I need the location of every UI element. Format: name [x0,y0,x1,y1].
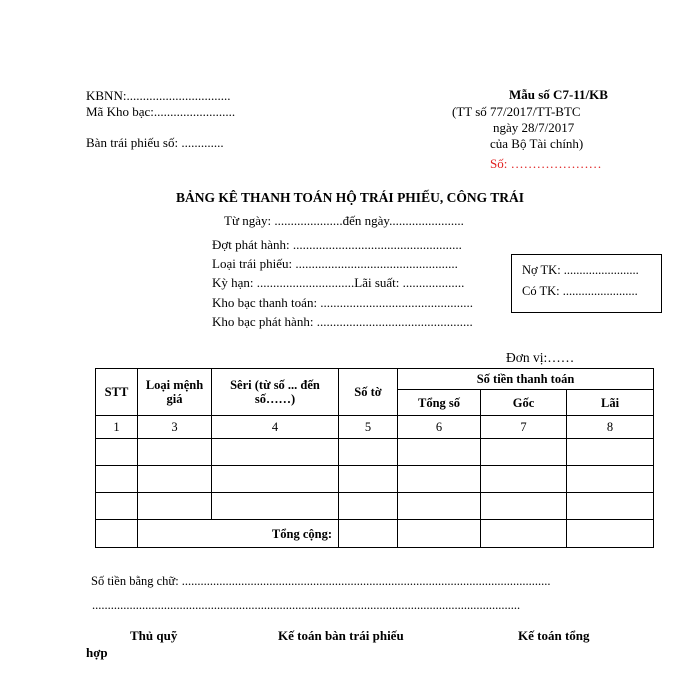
table-cell [96,493,138,520]
header-lai: Lãi [567,390,654,416]
table-cell [339,466,398,493]
total-label: Tổng cộng: [138,520,339,548]
column-number-row [96,416,654,439]
payment-table [95,368,654,548]
table-cell [398,466,481,493]
column-number: 5 [339,416,398,439]
loai-trai-phieu-field: Loại trái phiếu: .................................................. [212,256,458,271]
table-cell [138,466,212,493]
table-cell [96,520,138,548]
table-cell [212,439,339,466]
table-cell [567,493,654,520]
circular-reference: (TT số 77/2017/TT-BTC [452,104,581,119]
table-cell [138,493,212,520]
table-row [96,466,654,493]
credit-account: Có TK: ........................ [522,284,638,298]
column-number: 3 [138,416,212,439]
column-number: 8 [567,416,654,439]
table-cell [398,493,481,520]
ky-han-lai-suat-field: Kỳ hạn: ..............................Lãi suất: ................... [212,275,465,290]
ma-kho-bac-field: Mã Kho bạc:......................... [86,104,236,119]
document-number: Số: ………………… [490,156,602,171]
circular-date: ngày 28/7/2017 [493,120,575,135]
kbnn-field: KBNN:................................ [86,88,231,103]
column-number: 6 [398,416,481,439]
amount-in-words: Số tiền bằng chữ: ...................................................................................................................... [91,574,551,588]
header-goc: Gốc [481,390,567,416]
column-number: 1 [96,416,138,439]
form-code: Mẫu số C7-11/KB [509,87,608,102]
dot-phat-hanh-field: Đợt phát hành: .................................................... [212,237,462,252]
page-title: BẢNG KÊ THANH TOÁN HỘ TRÁI PHIẾU, CÔNG TRÁI [176,190,524,205]
table-cell [481,520,567,548]
table-cell [339,520,398,548]
signature-bond-accountant: Kế toán bàn trái phiếu [278,628,404,643]
table-cell [212,466,339,493]
amount-in-words-line2: ......................................................................................................................................... [92,598,521,612]
column-number: 7 [481,416,567,439]
table-cell [481,493,567,520]
table-cell [398,439,481,466]
kho-bac-thanh-toan-field: Kho bạc thanh toán: ............................................... [212,295,474,310]
issuing-ministry: của Bộ Tài chính) [490,136,584,151]
table-row [96,493,654,520]
kho-bac-phat-hanh-field: Kho bạc phát hành: ................................................ [212,314,473,329]
table-cell [481,439,567,466]
header-so-tien-thanh-toan: Số tiền thanh toán [398,369,654,390]
header-stt: STT [96,369,138,416]
table-cell [398,520,481,548]
table-cell [339,493,398,520]
ban-trai-phieu-field: Bàn trái phiếu số: ............. [86,135,224,150]
table-cell [96,439,138,466]
table-cell [212,493,339,520]
table-cell [339,439,398,466]
account-box [511,254,662,313]
header-loai-menh-gia: Loại mệnh giá [138,369,212,416]
header-so-to: Số tờ [339,369,398,416]
header-tong-so: Tổng số [398,390,481,416]
debit-account: Nợ TK: ........................ [522,263,639,277]
signature-general-accountant: Kế toán tổng [518,628,590,643]
signature-cashier: Thủ quỹ [130,628,178,643]
signature-general-accountant-cont: hợp [86,645,108,660]
table-cell [96,466,138,493]
date-range: Từ ngày: .....................đến ngày....................... [224,213,464,228]
table-cell [567,466,654,493]
table-cell [138,439,212,466]
table-cell [481,466,567,493]
header-seri: Sêri (từ số ... đến số……) [212,369,339,416]
column-number: 4 [212,416,339,439]
table-cell [567,439,654,466]
table-row [96,439,654,466]
unit-label: Đơn vị:…… [506,350,575,365]
total-row [96,520,654,548]
table-cell [567,520,654,548]
